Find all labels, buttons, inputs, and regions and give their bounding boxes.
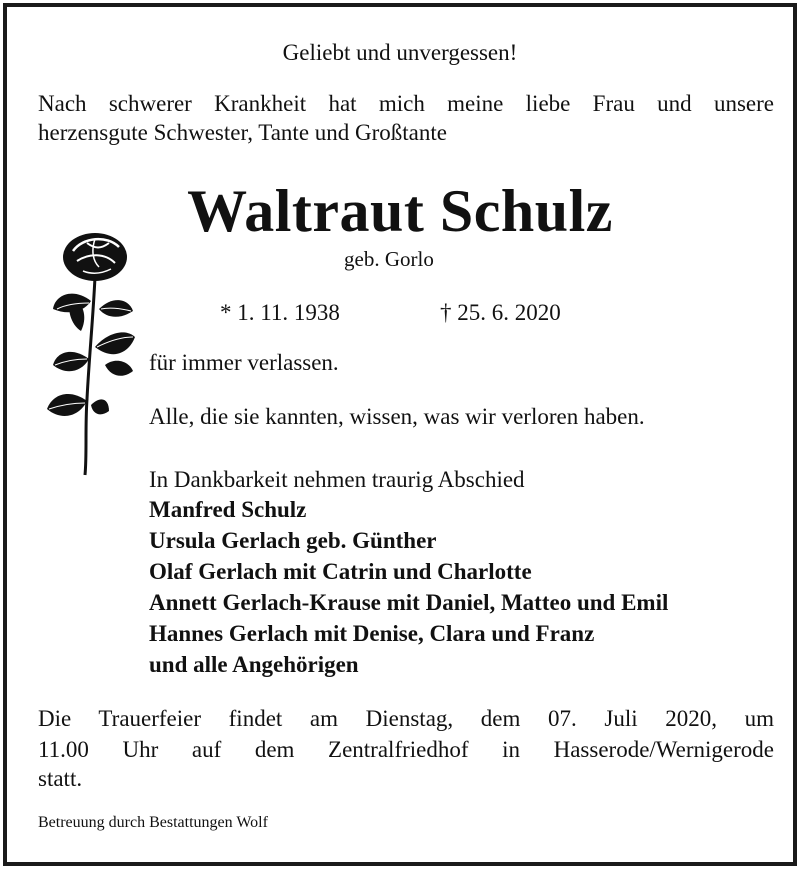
mourner-name: Annett Gerlach-Krause mit Daniel, Matteo und Emil — [149, 590, 669, 615]
footer-credit: Betreuung durch Bestattungen Wolf — [38, 814, 268, 831]
deceased-name: Waltraut Schulz — [187, 178, 613, 244]
mourner-name: und alle Angehörigen — [149, 652, 359, 677]
rose-icon — [43, 229, 143, 477]
funeral-line-1: Die Trauerfeier findet am Dienstag, dem 07. Juli 2020, um — [38, 706, 774, 731]
mourner-name: Hannes Gerlach mit Denise, Clara und Franz — [149, 621, 595, 646]
intro-line-1: Nach schwerer Krankheit hat mich meine liebe Frau und unsere — [38, 91, 774, 116]
mourner-name: Olaf Gerlach mit Catrin und Charlotte — [149, 559, 532, 584]
intro-line-2: herzensgute Schwester, Tante und Großtante — [38, 120, 447, 145]
death-date: † 25. 6. 2020 — [440, 300, 561, 325]
header-line: Geliebt und unvergessen! — [282, 40, 518, 65]
mourner-name: Manfred Schulz — [149, 497, 307, 522]
funeral-line-3: statt. — [38, 766, 83, 791]
left-text: für immer verlassen. — [149, 350, 339, 375]
farewell-intro: In Dankbarkeit nehmen traurig Abschied — [149, 467, 525, 492]
birth-date: * 1. 11. 1938 — [220, 300, 340, 325]
quote: Alle, die sie kannten, wissen, was wir verloren haben. — [149, 404, 645, 429]
birth-name: geb. Gorlo — [344, 247, 434, 271]
funeral-line-2: 11.00 Uhr auf dem Zentralfriedhof in Hasserode/Wernigerode — [38, 737, 774, 762]
mourner-name: Ursula Gerlach geb. Günther — [149, 528, 437, 553]
obituary-notice — [3, 3, 797, 866]
